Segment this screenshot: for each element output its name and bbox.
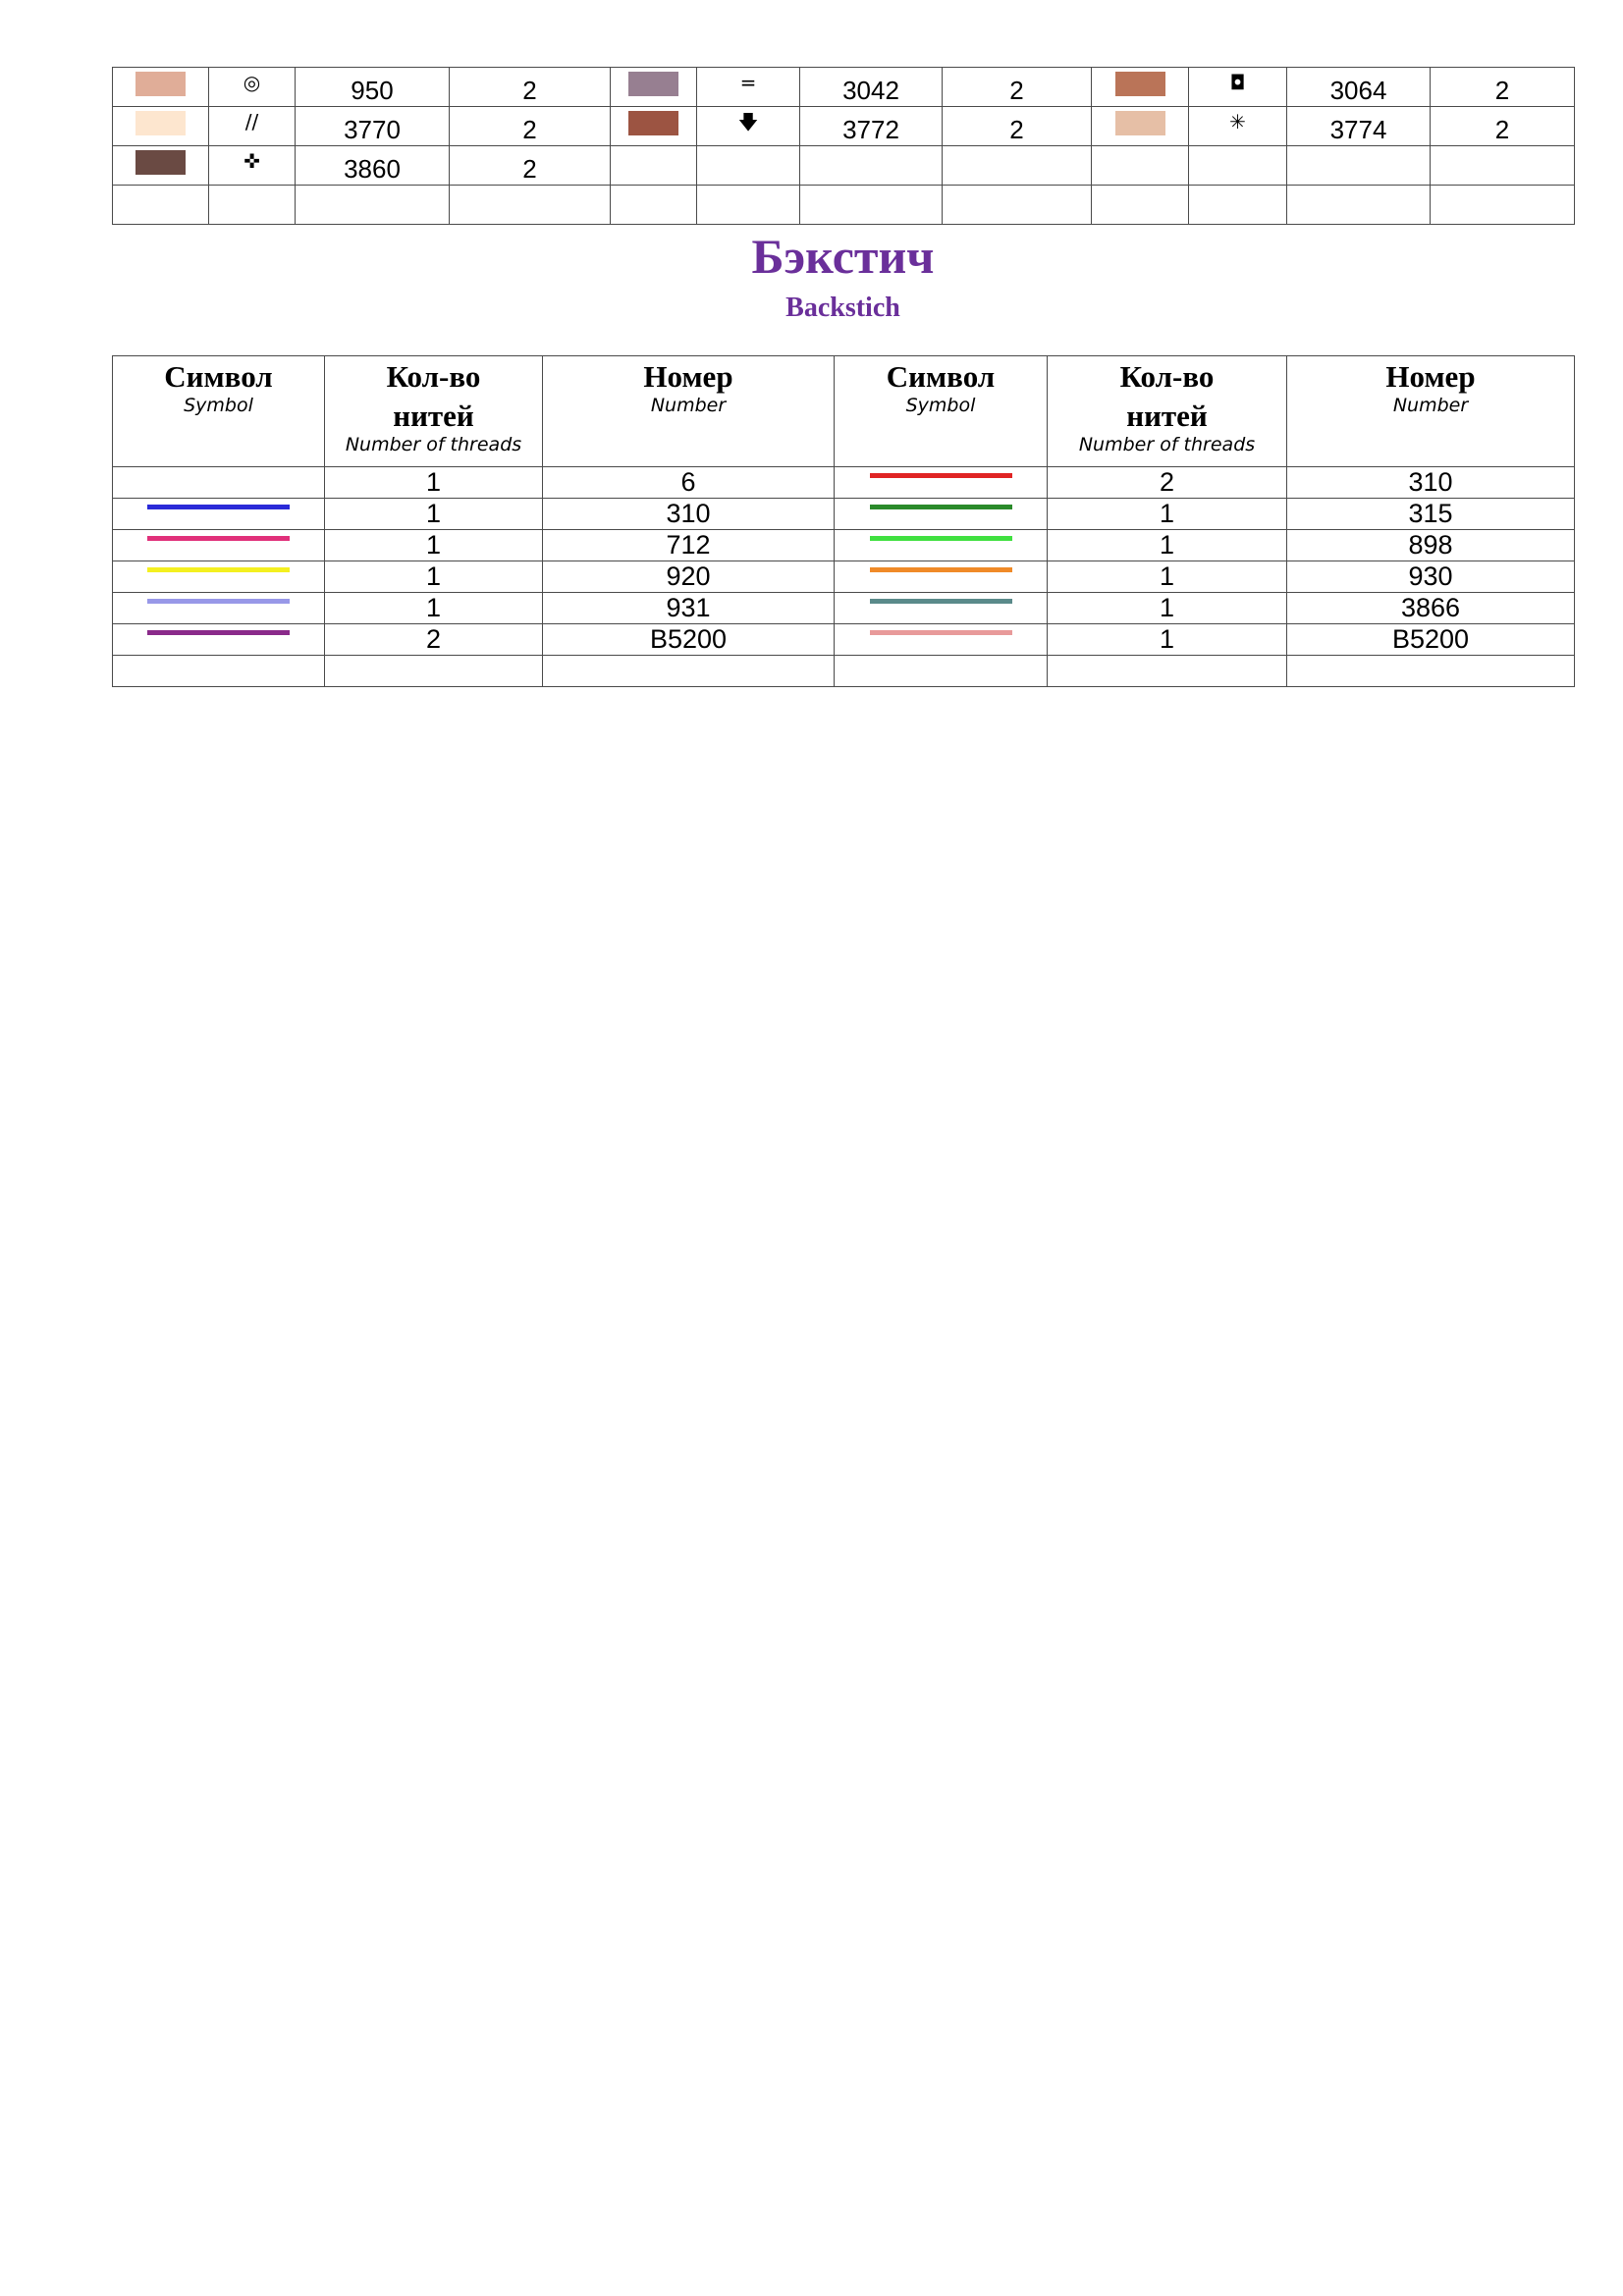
header-threads-label: Кол-во нитей [386, 359, 481, 433]
number-cell [1287, 467, 1575, 499]
dmc-number: B5200 [649, 624, 728, 654]
dmc-number: 931 [666, 593, 711, 622]
thread-count: 2 [1494, 75, 1510, 105]
dmc-number: 3774 [1329, 114, 1387, 144]
swatch-cell [113, 146, 209, 186]
backstitch-row [113, 561, 1575, 593]
number-cell [1287, 561, 1575, 593]
backstitch-title: Бэкстич [751, 229, 935, 284]
header-symbol [835, 356, 1048, 467]
line-symbol-cell [835, 499, 1048, 530]
threads-cell [1048, 624, 1287, 656]
dmc-number: B5200 [1391, 624, 1470, 654]
threads-cell [943, 186, 1092, 225]
asterisk-icon: ✳ [1229, 109, 1246, 133]
symbol-cell [209, 107, 296, 146]
line-symbol-cell [113, 561, 325, 593]
swatch-cell [611, 107, 697, 146]
symbol-cell [1189, 186, 1287, 225]
line-symbol-cell [113, 624, 325, 656]
threads-cell [1048, 561, 1287, 593]
number-cell [1287, 530, 1575, 561]
backstitch-row [113, 467, 1575, 499]
number-cell [1287, 593, 1575, 624]
number-cell [800, 68, 943, 107]
dmc-number: 3064 [1329, 75, 1387, 105]
number-cell [1287, 107, 1431, 146]
color-swatch [135, 150, 186, 175]
thread-count: 1 [425, 467, 442, 497]
dmc-number: 920 [666, 561, 711, 591]
number-cell [1287, 186, 1431, 225]
number-cell [543, 467, 835, 499]
number-cell [1287, 656, 1575, 687]
number-cell [296, 186, 450, 225]
line-symbol-cell [113, 499, 325, 530]
thread-count: 1 [1159, 593, 1175, 622]
header-threads [325, 356, 543, 467]
dmc-number: 930 [1408, 561, 1453, 591]
swatch-cell [1092, 107, 1189, 146]
stitch-line [147, 505, 290, 509]
stitch-line [870, 630, 1012, 635]
header-number-label: Номер [1385, 359, 1476, 394]
threads-cell [1048, 530, 1287, 561]
key-row [113, 107, 1575, 146]
header-threads-sublabel: Number of threads [345, 434, 522, 455]
symbol-cell [1189, 68, 1287, 107]
backstitch-row [113, 624, 1575, 656]
line-symbol-cell [113, 656, 325, 687]
key-row [113, 68, 1575, 107]
number-cell [543, 593, 835, 624]
backstitch-row [113, 593, 1575, 624]
threads-cell [1048, 499, 1287, 530]
header-symbol-sublabel: Symbol [184, 395, 253, 416]
header-number-label: Номер [643, 359, 733, 394]
threads-cell [1048, 467, 1287, 499]
number-cell [296, 68, 450, 107]
number-cell [800, 186, 943, 225]
stitch-line [147, 630, 290, 635]
threads-cell [943, 146, 1092, 186]
dmc-number: 3772 [842, 114, 899, 144]
dmc-number: 898 [1408, 530, 1453, 560]
number-cell [1287, 68, 1431, 107]
threads-cell [325, 467, 543, 499]
threads-cell [325, 624, 543, 656]
swatch-cell [113, 107, 209, 146]
threads-cell [1431, 107, 1575, 146]
number-cell [1287, 499, 1575, 530]
stitch-line [870, 536, 1012, 541]
threads-cell [325, 530, 543, 561]
color-swatch [1115, 72, 1165, 96]
line-symbol-cell [835, 656, 1048, 687]
header-symbol [113, 356, 325, 467]
thread-count: 2 [1009, 75, 1024, 105]
four-point-cross-icon: ✜ [243, 148, 260, 173]
swatch-cell [611, 186, 697, 225]
backstitch-header-row [113, 356, 1575, 467]
number-cell [1287, 624, 1575, 656]
double-circle-icon: ◎ [243, 70, 261, 94]
threads-cell [325, 499, 543, 530]
line-symbol-cell [113, 593, 325, 624]
dmc-number: 712 [666, 530, 711, 560]
header-symbol-label: Символ [886, 359, 996, 394]
threads-cell [450, 107, 611, 146]
number-cell [296, 146, 450, 186]
stitch-line [147, 599, 290, 604]
line-symbol-cell [113, 530, 325, 561]
color-swatch [628, 111, 678, 135]
key-row [113, 146, 1575, 186]
thread-count: 1 [1159, 499, 1175, 528]
line-symbol-cell [835, 561, 1048, 593]
color-swatch [135, 111, 186, 135]
backstitch-row [113, 656, 1575, 687]
dmc-number: 3860 [344, 153, 401, 184]
dmc-number: 315 [1408, 499, 1453, 528]
line-symbol-cell [835, 467, 1048, 499]
threads-cell [943, 107, 1092, 146]
number-cell [543, 530, 835, 561]
symbol-cell [697, 146, 800, 186]
number-cell [296, 107, 450, 146]
threads-cell [450, 186, 611, 225]
key-row [113, 186, 1575, 225]
number-cell [1287, 146, 1431, 186]
backstitch-table [112, 355, 1575, 687]
thread-count: 1 [425, 530, 442, 560]
thread-count: 2 [522, 153, 537, 184]
symbol-cell [697, 107, 800, 146]
line-symbol-cell [835, 530, 1048, 561]
thread-count: 1 [425, 561, 442, 591]
down-arrow-icon: 🡇 [737, 109, 759, 133]
backstitch-row [113, 530, 1575, 561]
stitch-line [870, 599, 1012, 604]
dmc-number: 310 [1408, 467, 1453, 497]
quartered-square-icon: ◘ [1229, 70, 1246, 94]
header-threads [1048, 356, 1287, 467]
threads-cell [450, 68, 611, 107]
thread-count: 1 [425, 593, 442, 622]
double-slash-icon: // [244, 109, 259, 133]
stitch-line [870, 505, 1012, 509]
header-number [543, 356, 835, 467]
number-cell [543, 656, 835, 687]
thread-count: 1 [1159, 530, 1175, 560]
thread-count: 2 [425, 624, 442, 654]
equals-icon: = [739, 70, 757, 94]
threads-cell [1431, 186, 1575, 225]
threads-cell [1431, 68, 1575, 107]
number-cell [543, 561, 835, 593]
stitch-line [147, 567, 290, 572]
swatch-cell [1092, 68, 1189, 107]
threads-cell [325, 656, 543, 687]
header-threads-label: Кол-во нитей [1119, 359, 1215, 433]
thread-count: 2 [1494, 114, 1510, 144]
threads-cell [943, 68, 1092, 107]
line-symbol-cell [835, 624, 1048, 656]
number-cell [800, 107, 943, 146]
symbol-cell [209, 146, 296, 186]
swatch-cell [611, 146, 697, 186]
threads-cell [1431, 146, 1575, 186]
swatch-cell [1092, 146, 1189, 186]
backstitch-subtitle: Backstich [785, 293, 900, 323]
threads-cell [450, 146, 611, 186]
symbol-cell [209, 68, 296, 107]
header-symbol-sublabel: Symbol [905, 395, 976, 416]
line-symbol-cell [835, 593, 1048, 624]
header-number-sublabel: Number [650, 395, 727, 416]
stitch-line [870, 567, 1012, 572]
dmc-number: 3866 [1400, 593, 1461, 622]
color-swatch [628, 72, 678, 96]
header-symbol-label: Символ [164, 359, 273, 394]
color-swatch [135, 72, 186, 96]
symbol-cell [697, 68, 800, 107]
color-key-table [112, 67, 1575, 225]
number-cell [543, 624, 835, 656]
header-threads-sublabel: Number of threads [1078, 434, 1256, 455]
thread-count: 1 [1159, 624, 1175, 654]
symbol-cell [209, 186, 296, 225]
number-cell [800, 146, 943, 186]
threads-cell [1048, 593, 1287, 624]
dmc-number: 3042 [842, 75, 899, 105]
dmc-number: 950 [351, 75, 394, 105]
thread-count: 2 [1009, 114, 1024, 144]
swatch-cell [113, 68, 209, 107]
header-number [1287, 356, 1575, 467]
threads-cell [325, 593, 543, 624]
swatch-cell [1092, 186, 1189, 225]
header-number-sublabel: Number [1392, 395, 1469, 416]
thread-count: 2 [522, 75, 537, 105]
dmc-number: 3770 [344, 114, 401, 144]
threads-cell [1048, 656, 1287, 687]
thread-count: 1 [1159, 561, 1175, 591]
symbol-cell [1189, 146, 1287, 186]
dmc-number: 310 [666, 499, 711, 528]
line-symbol-cell [113, 467, 325, 499]
dmc-number: 6 [680, 467, 696, 497]
thread-count: 1 [425, 499, 442, 528]
symbol-cell [1189, 107, 1287, 146]
thread-count: 2 [522, 114, 537, 144]
swatch-cell [611, 68, 697, 107]
thread-count: 2 [1159, 467, 1175, 497]
stitch-line [870, 473, 1012, 478]
number-cell [543, 499, 835, 530]
backstitch-row [113, 499, 1575, 530]
threads-cell [325, 561, 543, 593]
color-swatch [1115, 111, 1165, 135]
swatch-cell [113, 186, 209, 225]
symbol-cell [697, 186, 800, 225]
stitch-line [147, 536, 290, 541]
